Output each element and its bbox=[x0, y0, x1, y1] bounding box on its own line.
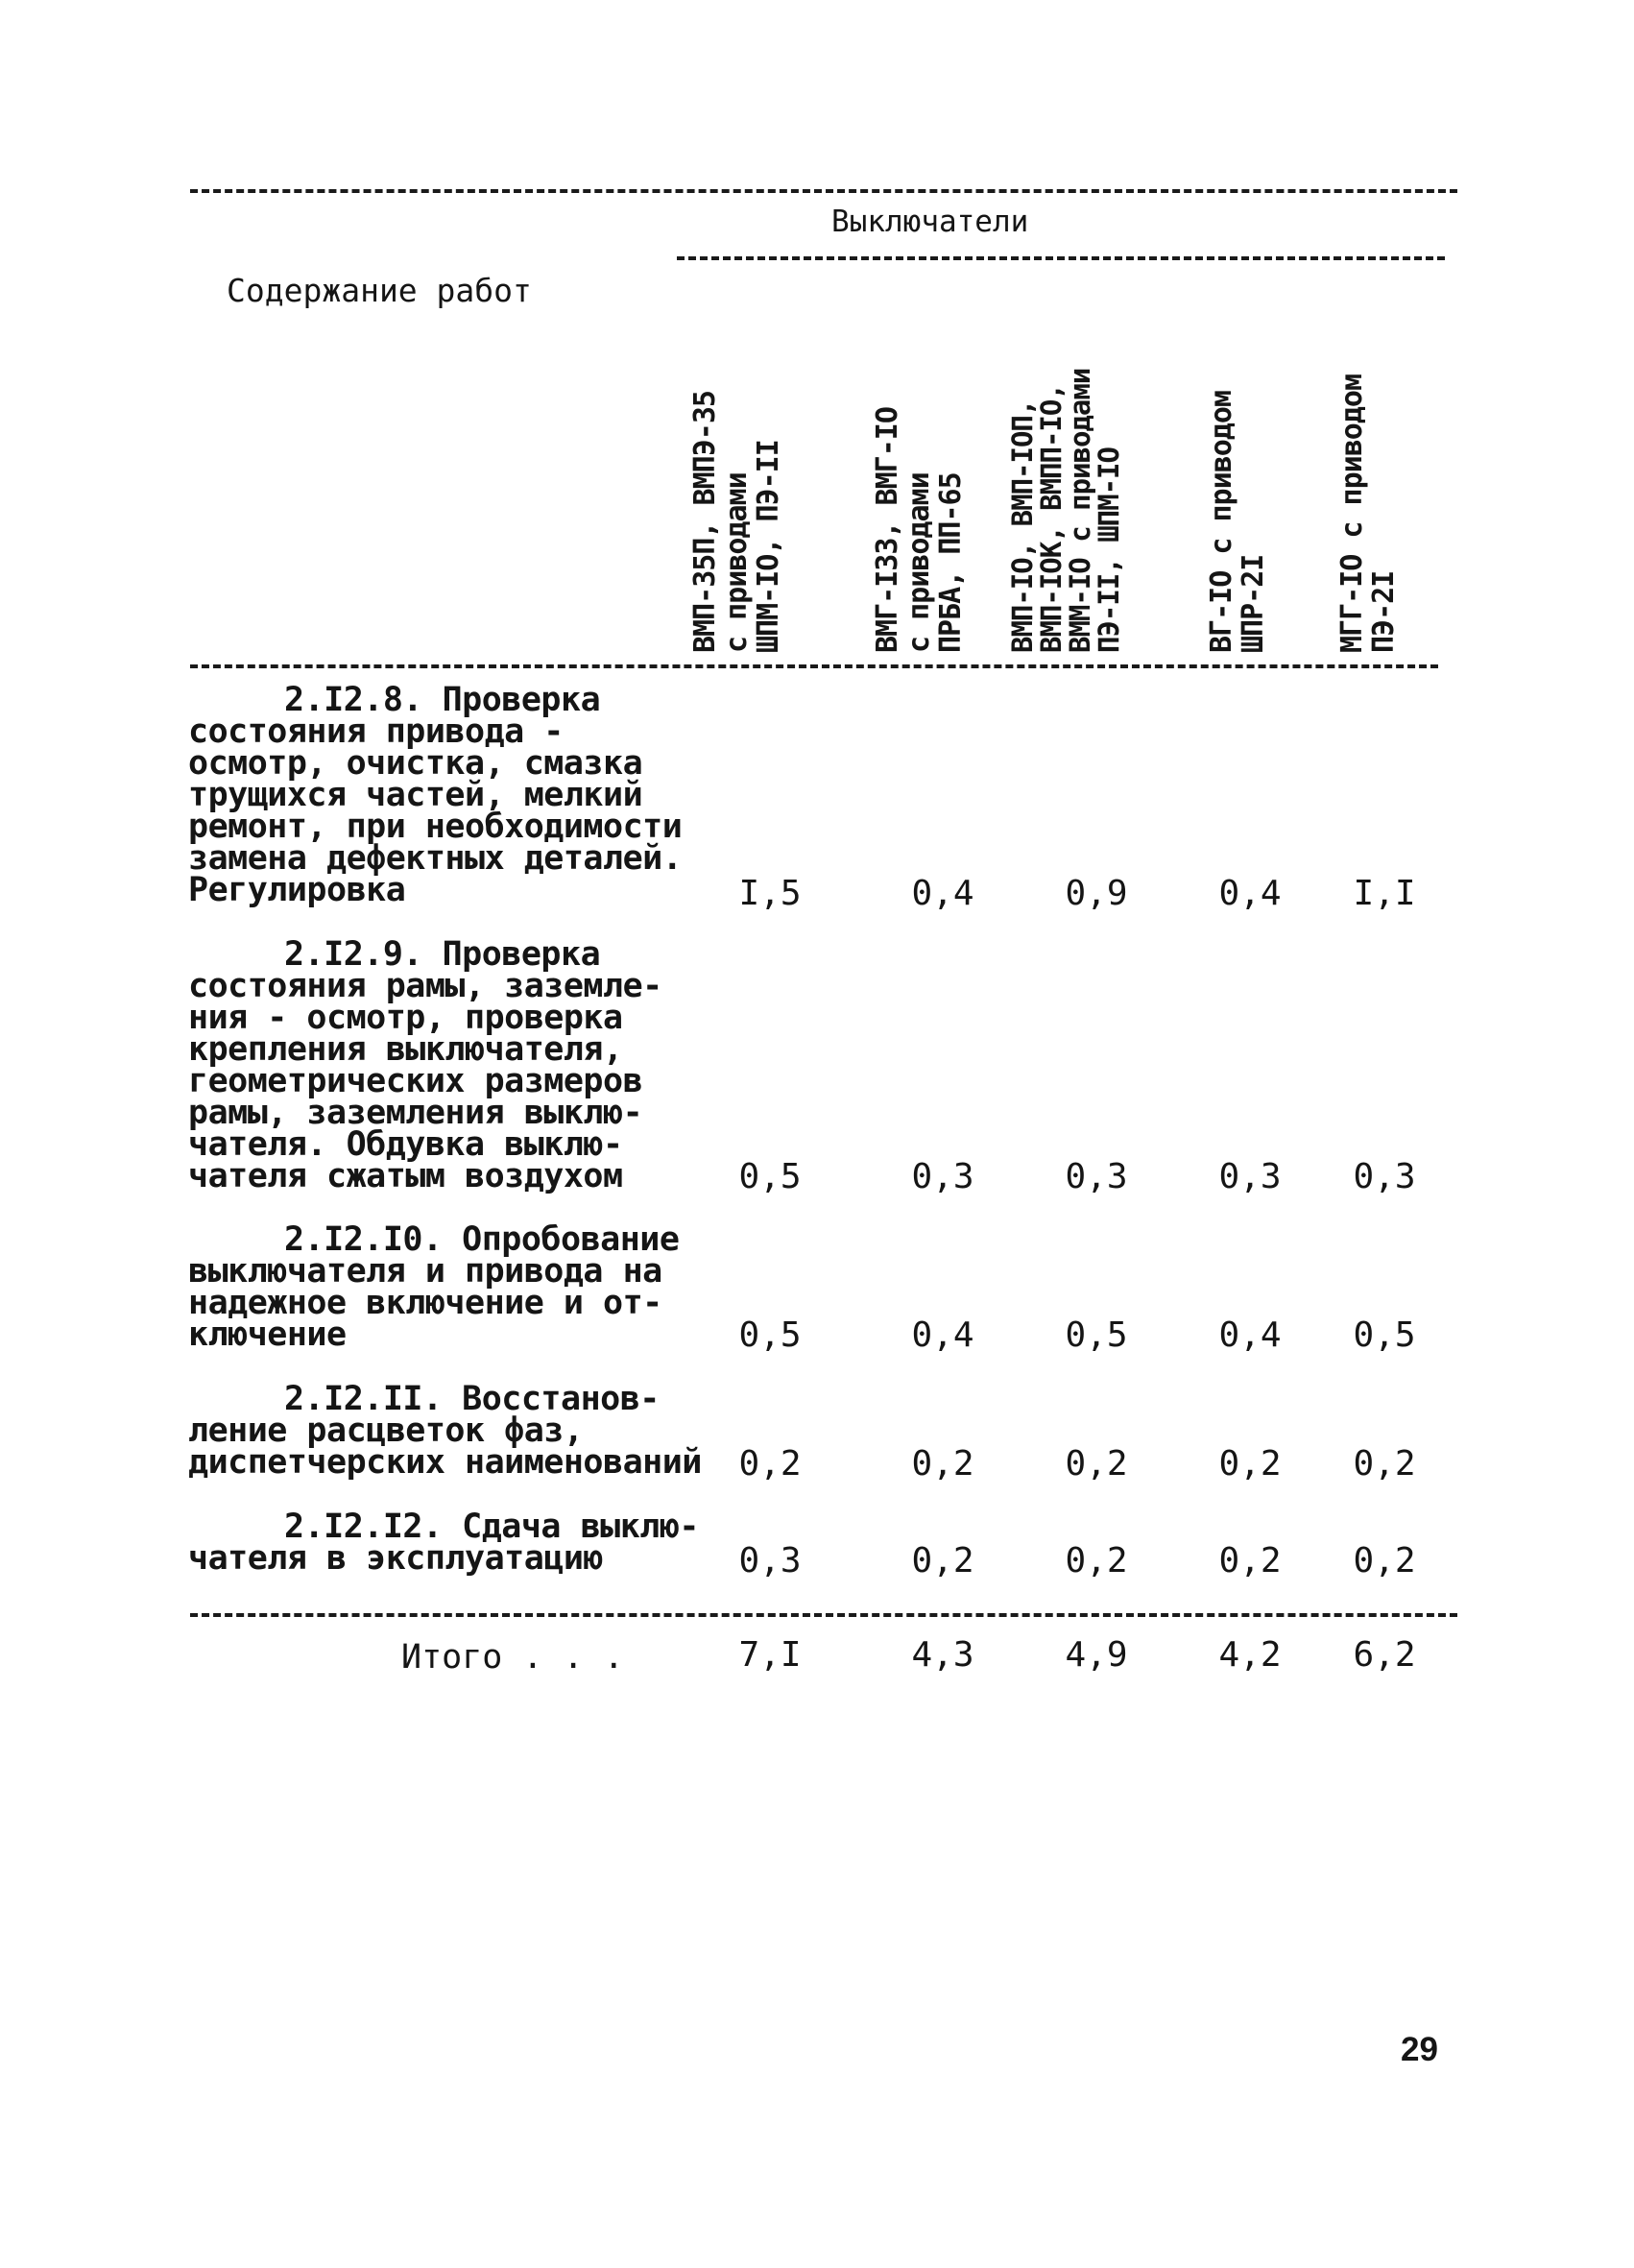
table-row bbox=[188, 1220, 1465, 1359]
row-description: 2.I2.II. Восстанов- ление расцветок фаз, диспетчерских наименований bbox=[188, 1380, 702, 1482]
row-value: 0,2 bbox=[911, 1444, 974, 1484]
row-value: I,5 bbox=[738, 874, 802, 913]
row-value: 0,4 bbox=[1218, 1315, 1282, 1355]
column-header-2: ВМГ-I33, ВМГ-IO с приводами ПРБА, ПП-65 bbox=[871, 407, 968, 653]
row-value: 0,3 bbox=[1065, 1157, 1128, 1196]
row-value: 0,3 bbox=[738, 1541, 802, 1580]
row-value: 0,5 bbox=[1065, 1315, 1128, 1355]
total-value: 7,I bbox=[738, 1635, 802, 1675]
table-row bbox=[188, 681, 1465, 915]
row-value: 0,2 bbox=[1065, 1541, 1128, 1580]
row-value: 0,2 bbox=[1353, 1444, 1416, 1484]
total-value: 4,3 bbox=[911, 1635, 974, 1675]
content-header-label: Содержание работ bbox=[227, 272, 532, 309]
total-rule bbox=[190, 1613, 1457, 1617]
row-description: 2.I2.I0. Опробование выключателя и привода на надежное включение и от- ключение bbox=[188, 1220, 680, 1354]
row-value: 0,2 bbox=[1065, 1444, 1128, 1484]
row-value: 0,5 bbox=[738, 1157, 802, 1196]
row-description: 2.I2.I2. Сдача выклю- чателя в эксплуатацию bbox=[188, 1508, 700, 1578]
row-description: 2.I2.8. Проверка состояния привода - осмотр, очистка, смазка трущихся частей, мелкий ремонт, при необходимости замена дефектных деталей. Регулировка bbox=[188, 681, 683, 909]
column-header-5: МГГ-IO с приводом ПЭ-2I bbox=[1335, 374, 1401, 653]
row-value: 0,5 bbox=[1353, 1315, 1416, 1355]
row-value: 0,2 bbox=[1353, 1541, 1416, 1580]
row-value: 0,3 bbox=[911, 1157, 974, 1196]
table-top-rule bbox=[190, 189, 1457, 193]
row-value: 0,2 bbox=[1218, 1541, 1282, 1580]
row-value: 0,2 bbox=[738, 1444, 802, 1484]
row-value: 0,9 bbox=[1065, 874, 1128, 913]
row-value: 0,4 bbox=[911, 1315, 974, 1355]
header-bottom-rule bbox=[190, 664, 1438, 668]
column-header-1: ВМП-35П, ВМПЭ-35 с приводами ШПМ-IO, ПЭ-II bbox=[688, 391, 785, 653]
table-row bbox=[188, 935, 1465, 1200]
total-value: 4,2 bbox=[1218, 1635, 1282, 1675]
row-value: 0,2 bbox=[911, 1541, 974, 1580]
row-value: 0,2 bbox=[1218, 1444, 1282, 1484]
row-value: 0,3 bbox=[1353, 1157, 1416, 1196]
column-header-3: ВМП-IO, ВМП-IOП, ВМП-IOК, ВМПП-IO, ВМM-IO с приводами ПЭ-II, ШПМ-IO bbox=[1006, 368, 1125, 653]
column-header-4: ВГ-IO с приводом ШПР-2I bbox=[1205, 391, 1270, 653]
group-header-rule bbox=[677, 256, 1445, 260]
total-value: 6,2 bbox=[1353, 1635, 1416, 1675]
group-header-label: Выключатели bbox=[831, 205, 1029, 239]
row-value: 0,4 bbox=[911, 874, 974, 913]
table-row bbox=[188, 1380, 1465, 1487]
total-value: 4,9 bbox=[1065, 1635, 1128, 1675]
row-value: I,I bbox=[1353, 874, 1416, 913]
row-value: 0,3 bbox=[1218, 1157, 1282, 1196]
row-value: 0,5 bbox=[738, 1315, 802, 1355]
page-number: 29 bbox=[1401, 2031, 1438, 2068]
total-label: Итого . . . bbox=[401, 1638, 624, 1677]
total-row bbox=[188, 1635, 1465, 1686]
row-description: 2.I2.9. Проверка состояния рамы, заземле- ния - осмотр, проверка крепления выключателя, геометрических размеров рамы, заземления выклю- чателя. Обдувка выклю- чателя сжатым воздухом bbox=[188, 935, 662, 1195]
table-row bbox=[188, 1508, 1465, 1584]
row-value: 0,4 bbox=[1218, 874, 1282, 913]
